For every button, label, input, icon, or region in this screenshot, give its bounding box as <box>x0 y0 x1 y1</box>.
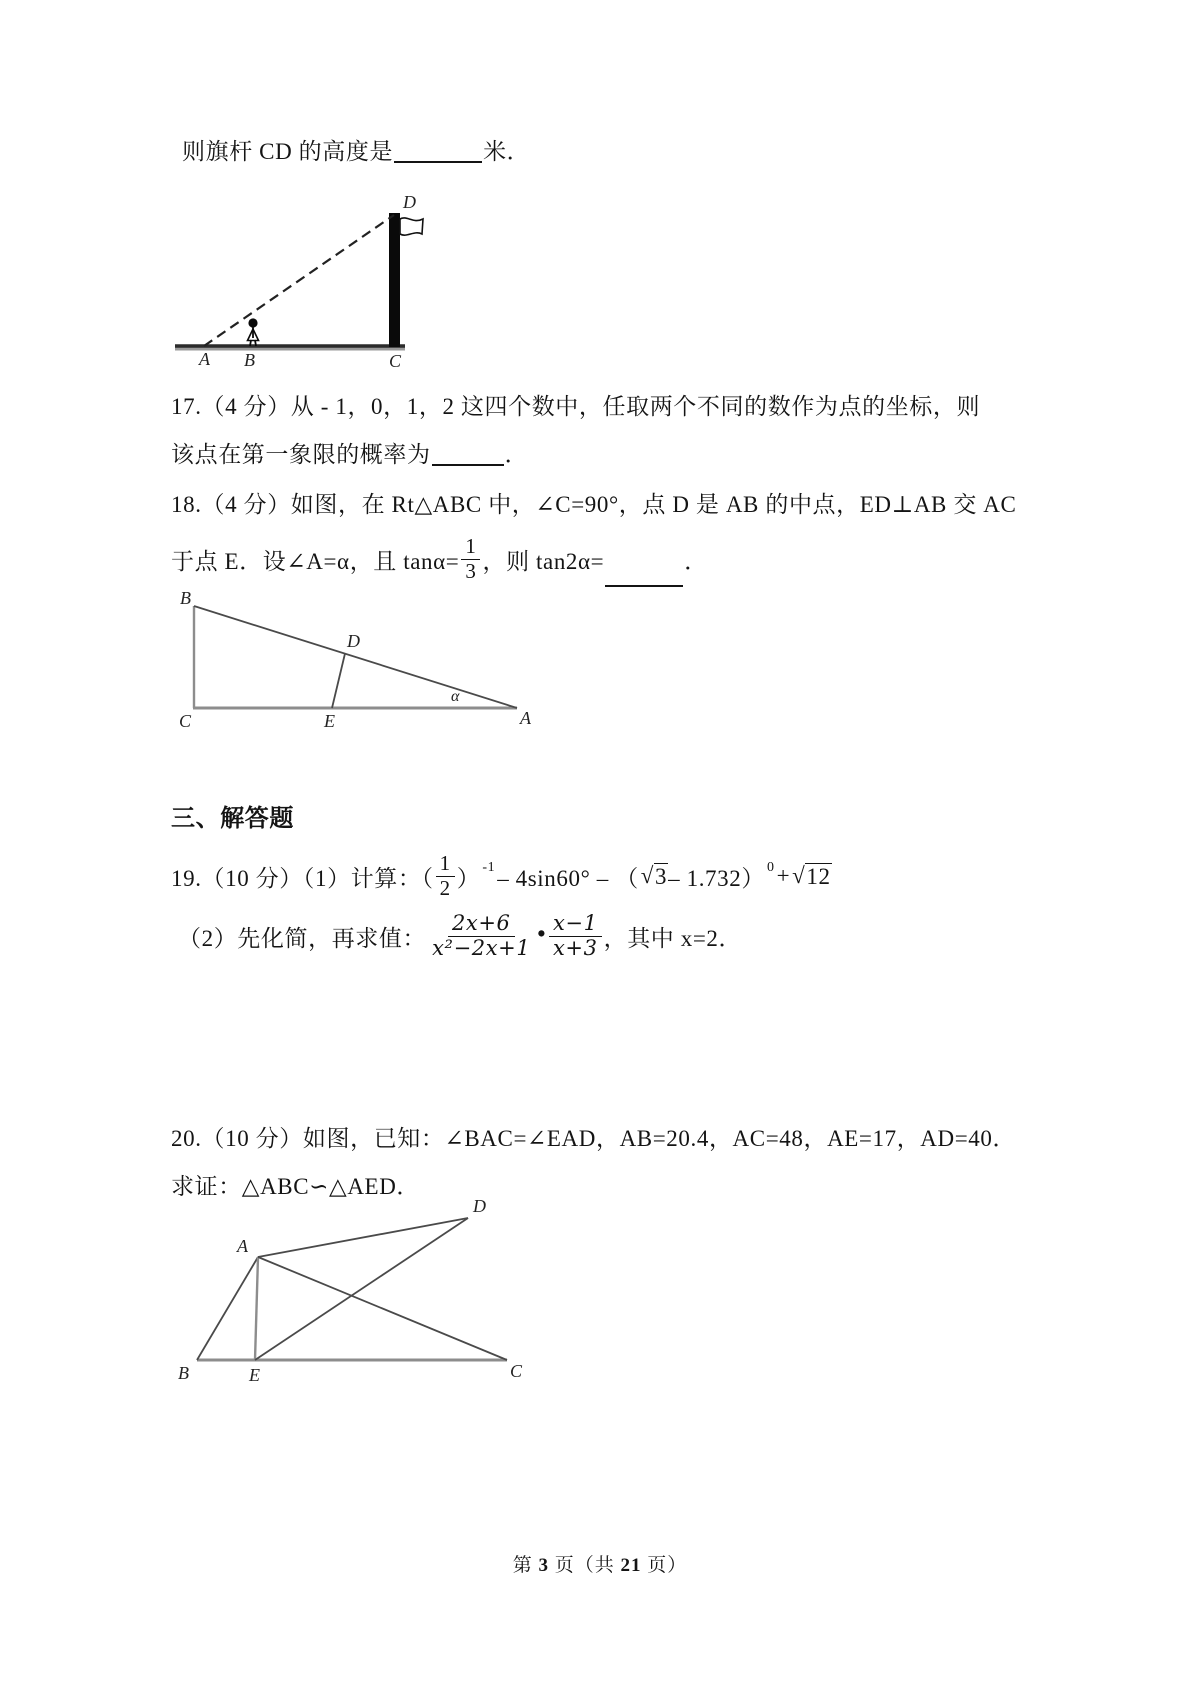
question-16-tail-text: 则旗杆 CD 的高度是 <box>182 139 394 164</box>
answer-blank <box>432 440 504 466</box>
side-AC <box>258 1257 507 1360</box>
side-BA <box>194 606 517 708</box>
point-label-B: B <box>180 588 191 608</box>
question-18-text-2: 于点 E．设∠A=α，且 tanα= <box>171 548 460 574</box>
radical-sign: √ <box>792 863 806 888</box>
segment-DE <box>332 654 345 709</box>
fraction-numerator: 1 <box>436 852 455 877</box>
footer-text-pre: 第 <box>512 1555 539 1576</box>
fraction-numerator: 1 <box>461 535 480 560</box>
footer-total-pages: 21 <box>620 1555 642 1576</box>
point-label-E: E <box>249 1365 260 1385</box>
fraction-denominator: 3 <box>465 558 477 583</box>
question-19-text-5: ，其中 x=2． <box>603 925 743 951</box>
question-19-text-3: – 1.732） <box>668 865 765 891</box>
sight-line-dashed <box>204 215 394 346</box>
point-label-A: A <box>199 349 210 369</box>
question-18-text-1: 18.（4 分）如图，在 Rt△ABC 中，∠C=90°，点 D 是 AB 的中点，ED⊥AB 交 AC <box>171 492 1017 517</box>
question-17-suffix: ． <box>504 442 529 467</box>
question-17-text-2: 该点在第一象限的概率为 <box>171 442 431 467</box>
section-3-title: 三、解答题 <box>171 806 294 832</box>
multiplication-dot: • <box>537 921 546 946</box>
fraction-rational-2 <box>549 912 602 960</box>
fraction-denominator: 2 <box>439 875 451 900</box>
answer-blank <box>394 137 482 163</box>
question-19-close-paren: ） <box>456 865 481 891</box>
question-19-text-4: （2）先化简，再求值： <box>178 925 427 951</box>
point-label-A: A <box>520 708 531 728</box>
person-leg-right <box>255 340 256 346</box>
point-label-B: B <box>178 1363 189 1383</box>
side-BA <box>197 1257 258 1360</box>
question-16-tail-suffix: 米． <box>483 139 531 164</box>
segment-ED <box>255 1218 468 1360</box>
fraction-one-third <box>461 535 480 583</box>
radical-sign: √ <box>640 863 655 888</box>
fraction-numerator: x−1 <box>549 912 602 937</box>
point-label-C: C <box>389 351 402 371</box>
footer-page-number: 3 <box>538 1555 549 1576</box>
figure-right-triangle <box>168 585 560 737</box>
flagpole <box>389 213 400 347</box>
question-19-plus: + <box>776 863 791 888</box>
section-3-header <box>171 798 294 833</box>
point-label-E: E <box>324 711 335 731</box>
question-20-line-1 <box>171 1120 1016 1153</box>
question-19-text-2: – 4sin60° – （ <box>497 865 639 891</box>
footer-text-suffix: 页） <box>641 1555 688 1576</box>
question-18-line-2 <box>171 528 708 590</box>
fraction-rational-1 <box>428 912 534 960</box>
fraction-denominator: x+3 <box>552 935 598 960</box>
figure-flagpole <box>168 188 430 374</box>
point-label-C: C <box>179 711 192 731</box>
fraction-denominator: x²−2x+1 <box>432 935 531 960</box>
footer-text-mid: 页（共 <box>548 1555 621 1576</box>
point-label-B: B <box>244 350 255 370</box>
question-17-line-1 <box>171 388 980 421</box>
point-label-D: D <box>347 631 360 651</box>
point-label-C: C <box>510 1361 523 1381</box>
question-20-text-1: 20.（10 分）如图，已知：∠BAC=∠EAD，AB=20.4，AC=48，AE=17，AD=40． <box>171 1126 1017 1151</box>
fraction-one-half <box>436 852 455 900</box>
person-head <box>248 318 257 327</box>
question-19-text-1: 19.（10 分）（1）计算：（ <box>171 865 434 891</box>
answer-blank <box>605 561 683 587</box>
point-label-D: D <box>403 192 416 212</box>
question-17-text-1: 17.（4 分）从 - 1，0，1，2 这四个数中，任取两个不同的数作为点的坐标，则 <box>171 394 981 419</box>
exponent-zero: 0 <box>766 860 775 876</box>
flag <box>400 218 423 235</box>
question-18-line-1 <box>171 486 1016 519</box>
page-footer <box>0 1550 1200 1577</box>
point-label-D: D <box>473 1196 486 1216</box>
segment-AE <box>255 1257 258 1360</box>
point-label-A: A <box>237 1236 248 1256</box>
side-AD <box>258 1218 468 1257</box>
question-19-part-1 <box>171 843 832 909</box>
radicand-12: 12 <box>806 863 831 889</box>
figure-similar-triangles <box>165 1192 567 1408</box>
question-16-tail-line <box>182 133 530 166</box>
exponent-minus-1: -1 <box>482 860 496 876</box>
radicand-3: 3 <box>655 863 668 889</box>
fraction-numerator: 2x+6 <box>448 912 515 937</box>
question-17-line-2 <box>171 436 528 469</box>
question-18-suffix: ． <box>684 548 708 574</box>
question-19-part-2 <box>178 903 742 969</box>
person-leg-left <box>250 340 251 346</box>
question-18-text-3: ，则 tan2α= <box>482 548 605 574</box>
angle-label-alpha: α <box>451 688 460 705</box>
question-20-text-2: 求证：△ABC∽△AED． <box>171 1174 421 1199</box>
